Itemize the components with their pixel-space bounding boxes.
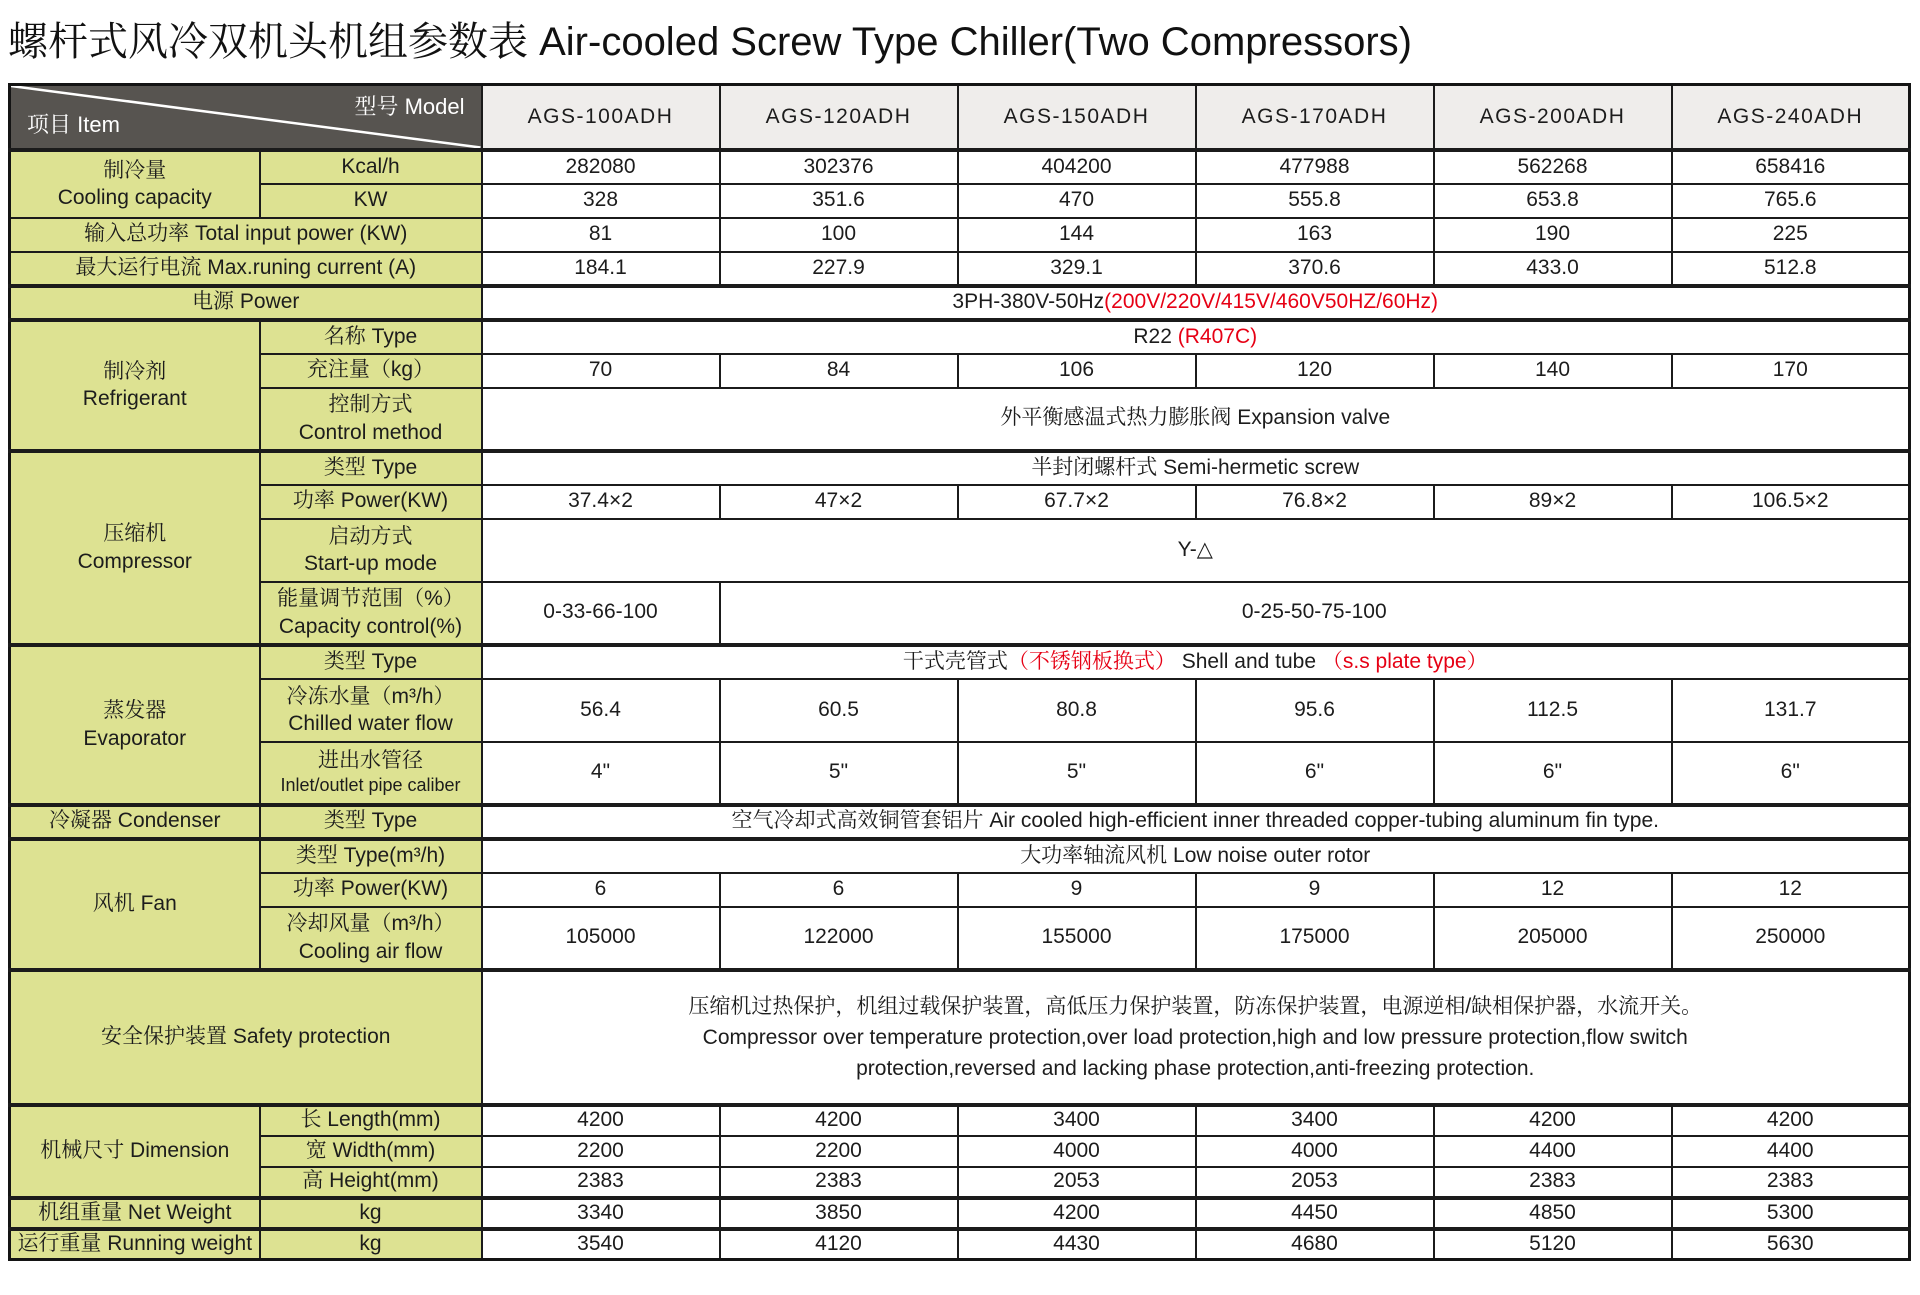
- row-label-cooling-air-flow: [260, 907, 482, 970]
- width-value: 2200: [720, 1136, 958, 1167]
- row-label-evaporator-type: 类型 Type: [260, 645, 482, 679]
- section-label-refrigerant: [10, 320, 260, 451]
- fan-power-value: 12: [1672, 873, 1910, 907]
- net-weight-value: 4850: [1434, 1198, 1672, 1229]
- evap-type-cn: 干式壳管式: [902, 649, 1008, 673]
- section-label-safety: 安全保护装置 Safety protection: [10, 970, 482, 1105]
- net-weight-value: 3850: [720, 1198, 958, 1229]
- model-column-header: AGS-150ADH: [958, 85, 1196, 150]
- height-value: 2053: [1196, 1167, 1434, 1198]
- compressor-power-value: 106.5×2: [1672, 485, 1910, 519]
- length-value: 4200: [1672, 1105, 1910, 1136]
- label-cn: 能量调节范围（%）: [277, 587, 464, 611]
- row-label-power-supply: 电源 Power: [10, 286, 482, 320]
- fan-power-value: 6: [720, 873, 958, 907]
- charge-value: 106: [958, 354, 1196, 388]
- cooling-kw-value: 351.6: [720, 184, 958, 218]
- model-column-header: AGS-200ADH: [1434, 85, 1672, 150]
- cooling-kcal-value: 562268: [1434, 150, 1672, 184]
- row-label-width: 宽 Width(mm): [260, 1136, 482, 1167]
- fan-power-value: 9: [958, 873, 1196, 907]
- length-value: 3400: [958, 1105, 1196, 1136]
- cooling-kw-value: 555.8: [1196, 184, 1434, 218]
- cooling-kw-value: 328: [482, 184, 720, 218]
- running-weight-value: 4430: [958, 1229, 1196, 1260]
- cooling-kcal-value: 282080: [482, 150, 720, 184]
- charge-value: 120: [1196, 354, 1434, 388]
- chilled-water-value: 60.5: [720, 679, 958, 742]
- input-power-value: 225: [1672, 218, 1910, 252]
- cooling-kcal-value: 404200: [958, 150, 1196, 184]
- length-value: 4200: [1434, 1105, 1672, 1136]
- corner-header-cell: [10, 85, 482, 150]
- row-label-fan-type: 类型 Type(m³/h): [260, 839, 482, 873]
- label-cn: 蒸发器: [103, 699, 167, 723]
- row-label-height: 高 Height(mm): [260, 1167, 482, 1198]
- model-column-header: AGS-100ADH: [482, 85, 720, 150]
- power-supply-value: [482, 286, 1910, 320]
- max-current-value: 227.9: [720, 252, 958, 286]
- width-value: 2200: [482, 1136, 720, 1167]
- fan-power-value: 6: [482, 873, 720, 907]
- cooling-air-value: 122000: [720, 907, 958, 970]
- label-en: Inlet/outlet pipe caliber: [280, 775, 461, 796]
- height-value: 2383: [482, 1167, 720, 1198]
- running-weight-value: 4680: [1196, 1229, 1434, 1260]
- evap-type-en: Shell and tube: [1175, 649, 1322, 673]
- chilled-water-value: 80.8: [958, 679, 1196, 742]
- label-en: Capacity control(%): [278, 614, 463, 638]
- compressor-power-value: 67.7×2: [958, 485, 1196, 519]
- running-weight-value: 5120: [1434, 1229, 1672, 1260]
- label-cn: 制冷量: [103, 158, 167, 182]
- section-label-dimension: 机械尺寸 Dimension: [10, 1105, 260, 1198]
- row-label-cooling-capacity: [10, 150, 260, 218]
- label-cn: 风机 Fan: [92, 892, 177, 916]
- row-label-max-current: 最大运行电流 Max.runing current (A): [10, 252, 482, 286]
- refrigerant-name-alt: (R407C): [1177, 324, 1258, 348]
- cooling-air-value: 175000: [1196, 907, 1434, 970]
- evap-type-en-alt: （s.s plate type）: [1321, 649, 1488, 673]
- row-label-refrigerant-name: 名称 Type: [260, 320, 482, 354]
- cooling-air-value: 105000: [482, 907, 720, 970]
- row-label-startup-mode: [260, 519, 482, 582]
- height-value: 2053: [958, 1167, 1196, 1198]
- input-power-value: 100: [720, 218, 958, 252]
- label-cn: 压缩机: [103, 522, 167, 546]
- length-value: 4200: [720, 1105, 958, 1136]
- row-label-pipe-caliber: [260, 742, 482, 805]
- max-current-value: 512.8: [1672, 252, 1910, 286]
- refrigerant-name-value: [482, 320, 1910, 354]
- length-value: 4200: [482, 1105, 720, 1136]
- input-power-value: 190: [1434, 218, 1672, 252]
- row-label-length: 长 Length(mm): [260, 1105, 482, 1136]
- cooling-air-value: 250000: [1672, 907, 1910, 970]
- label-cn: 冷却风量（m³/h）: [286, 912, 455, 936]
- width-value: 4400: [1672, 1136, 1910, 1167]
- net-weight-value: 4450: [1196, 1198, 1434, 1229]
- row-label-compressor-power: 功率 Power(KW): [260, 485, 482, 519]
- pipe-caliber-value: 6": [1434, 742, 1672, 805]
- pipe-caliber-value: 6": [1196, 742, 1434, 805]
- width-value: 4000: [958, 1136, 1196, 1167]
- label-cn: 制冷剂: [103, 359, 167, 383]
- pipe-caliber-value: 6": [1672, 742, 1910, 805]
- section-label-compressor: [10, 451, 260, 645]
- evaporator-type-value: [482, 645, 1910, 679]
- length-value: 3400: [1196, 1105, 1434, 1136]
- capacity-control-value-first: 0-33-66-100: [482, 582, 720, 645]
- row-label-input-power: 输入总功率 Total input power (KW): [10, 218, 482, 252]
- width-value: 4000: [1196, 1136, 1434, 1167]
- net-weight-value: 4200: [958, 1198, 1196, 1229]
- max-current-value: 433.0: [1434, 252, 1672, 286]
- label-cn: 冷冻水量（m³/h）: [286, 684, 455, 708]
- width-value: 4400: [1434, 1136, 1672, 1167]
- net-weight-value: 5300: [1672, 1198, 1910, 1229]
- power-supply-options: (200V/220V/415V/460V50HZ/60Hz): [1104, 290, 1439, 314]
- safety-protection-value: [482, 970, 1910, 1105]
- pipe-caliber-value: 5": [958, 742, 1196, 805]
- label-en: Compressor: [77, 549, 192, 573]
- row-label-chilled-water-flow: [260, 679, 482, 742]
- compressor-type-value: 半封闭螺杆式 Semi-hermetic screw: [482, 451, 1910, 485]
- unit-label-kcal: Kcal/h: [260, 150, 482, 184]
- max-current-value: 370.6: [1196, 252, 1434, 286]
- fan-type-value: 大功率轴流风机 Low noise outer rotor: [482, 839, 1910, 873]
- charge-value: 140: [1434, 354, 1672, 388]
- max-current-value: 184.1: [482, 252, 720, 286]
- compressor-power-value: 76.8×2: [1196, 485, 1434, 519]
- label-en: Refrigerant: [82, 387, 187, 410]
- input-power-value: 144: [958, 218, 1196, 252]
- charge-value: 170: [1672, 354, 1910, 388]
- model-column-header: AGS-240ADH: [1672, 85, 1910, 150]
- net-weight-unit: kg: [260, 1198, 482, 1229]
- label-cn: 进出水管径: [318, 749, 423, 773]
- cooling-air-value: 155000: [958, 907, 1196, 970]
- capacity-control-value-rest: 0-25-50-75-100: [720, 582, 1910, 645]
- label-en: Chilled water flow: [288, 712, 453, 735]
- chilled-water-value: 56.4: [482, 679, 720, 742]
- control-method-value: 外平衡感温式热力膨胀阀 Expansion valve: [482, 388, 1910, 451]
- chilled-water-value: 112.5: [1434, 679, 1672, 742]
- running-weight-unit: kg: [260, 1229, 482, 1260]
- safety-text-cn: 压缩机过热保护，机组过载保护装置，高低压力保护装置，防冻保护装置，电源逆相/缺相保护器，水流开关。: [688, 994, 1703, 1018]
- model-column-header: AGS-120ADH: [720, 85, 958, 150]
- net-weight-value: 3340: [482, 1198, 720, 1229]
- compressor-power-value: 37.4×2: [482, 485, 720, 519]
- height-value: 2383: [720, 1167, 958, 1198]
- running-weight-value: 5630: [1672, 1229, 1910, 1260]
- fan-power-value: 9: [1196, 873, 1434, 907]
- section-label-condenser: 冷凝器 Condenser: [10, 805, 260, 839]
- row-label-charge: 充注量（kg）: [260, 354, 482, 388]
- label-en: Cooling capacity: [57, 186, 212, 209]
- input-power-value: 81: [482, 218, 720, 252]
- row-label-compressor-type: 类型 Type: [260, 451, 482, 485]
- compressor-power-value: 89×2: [1434, 485, 1672, 519]
- row-label-fan-power: 功率 Power(KW): [260, 873, 482, 907]
- row-label-capacity-control: [260, 582, 482, 645]
- row-label-running-weight: 运行重量 Running weight: [10, 1229, 260, 1260]
- unit-label-kw: KW: [260, 184, 482, 218]
- power-supply-base: 3PH-380V-50Hz: [952, 290, 1105, 314]
- cooling-air-value: 205000: [1434, 907, 1672, 970]
- cooling-kcal-value: 302376: [720, 150, 958, 184]
- section-label-fan: [10, 839, 260, 970]
- cooling-kcal-value: 477988: [1196, 150, 1434, 184]
- input-power-value: 163: [1196, 218, 1434, 252]
- label-en: Start-up mode: [303, 552, 438, 575]
- running-weight-value: 4120: [720, 1229, 958, 1260]
- model-header-label: 型号 Model: [354, 94, 465, 119]
- evap-type-cn-alt: （不锈钢板换式）: [1007, 649, 1176, 673]
- max-current-value: 329.1: [958, 252, 1196, 286]
- item-header-label: 项目 Item: [27, 112, 120, 137]
- cooling-kcal-value: 658416: [1672, 150, 1910, 184]
- label-en: Evaporator: [83, 726, 187, 750]
- chilled-water-value: 95.6: [1196, 679, 1434, 742]
- label-cn: 启动方式: [328, 524, 413, 548]
- refrigerant-name-base: R22: [1133, 324, 1178, 348]
- label-cn: 控制方式: [328, 393, 413, 417]
- cooling-kw-value: 653.8: [1434, 184, 1672, 218]
- page-title: 螺杆式风冷双机头机组参数表 Air-cooled Screw Type Chiller(Two Compressors): [8, 20, 1412, 64]
- height-value: 2383: [1672, 1167, 1910, 1198]
- running-weight-value: 3540: [482, 1229, 720, 1260]
- compressor-power-value: 47×2: [720, 485, 958, 519]
- row-label-control-method: [260, 388, 482, 451]
- model-column-header: AGS-170ADH: [1196, 85, 1434, 150]
- label-en: Control method: [298, 420, 443, 444]
- row-label-net-weight: 机组重量 Net Weight: [10, 1198, 260, 1229]
- startup-mode-value: Y-△: [482, 519, 1910, 582]
- spec-table: [8, 83, 1911, 1261]
- label-en: Cooling air flow: [298, 939, 443, 963]
- charge-value: 70: [482, 354, 720, 388]
- safety-text-en: Compressor over temperature protection,over load protection,high and low pressure protection,flow switch protection,reversed and lacking phase protection,anti-freezing protection.: [702, 1026, 1688, 1080]
- cooling-kw-value: 470: [958, 184, 1196, 218]
- charge-value: 84: [720, 354, 958, 388]
- pipe-caliber-value: 4": [482, 742, 720, 805]
- row-label-condenser-type: 类型 Type: [260, 805, 482, 839]
- condenser-type-value: 空气冷却式高效铜管套铝片 Air cooled high-efficient inner threaded copper-tubing aluminum fin type.: [482, 805, 1910, 839]
- cooling-kw-value: 765.6: [1672, 184, 1910, 218]
- section-label-evaporator: [10, 645, 260, 805]
- chilled-water-value: 131.7: [1672, 679, 1910, 742]
- fan-power-value: 12: [1434, 873, 1672, 907]
- pipe-caliber-value: 5": [720, 742, 958, 805]
- height-value: 2383: [1434, 1167, 1672, 1198]
